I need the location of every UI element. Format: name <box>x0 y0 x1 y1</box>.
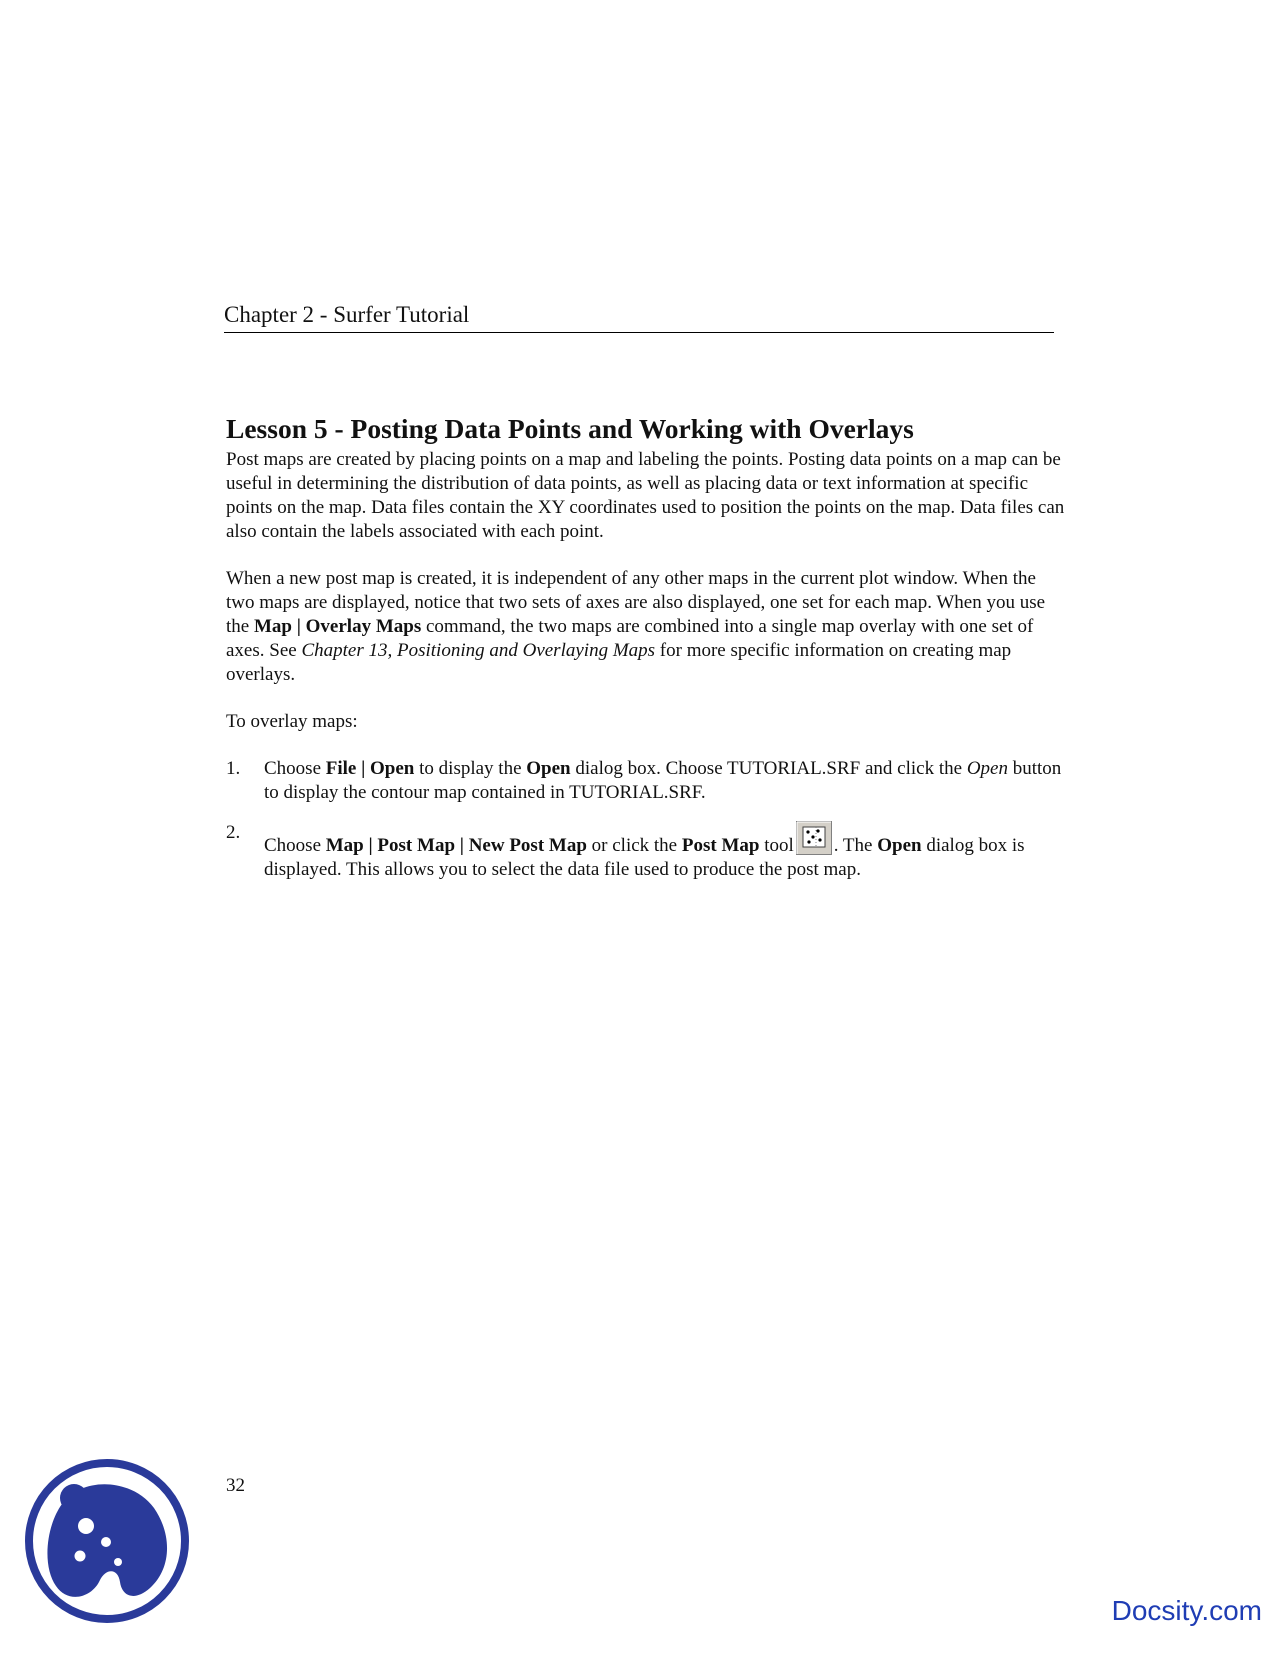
docsity-logo-icon <box>22 1456 192 1626</box>
step-number: 2. <box>226 822 241 843</box>
step-text: or click the <box>586 835 682 856</box>
file-open-command: File | Open <box>325 758 415 779</box>
step-number: 1. <box>226 758 241 779</box>
open-dialog-name: Open <box>526 758 571 779</box>
docsity-watermark[interactable]: Docsity.com <box>1111 1595 1262 1626</box>
steps-list <box>226 757 1066 898</box>
running-header-title: Chapter 2 - Surfer Tutorial <box>224 302 470 327</box>
lesson-title: Lesson 5 - Posting Data Points and Working with Overlays <box>226 413 914 444</box>
new-post-map-command: Map | Post Map | New Post Map <box>325 835 587 856</box>
chapter-reference: Chapter 13, Positioning and Overlaying Maps <box>301 640 656 661</box>
running-header <box>224 300 1054 333</box>
step-text: tool <box>759 835 794 856</box>
step-text: button to display the contour map contained in TUTORIAL.SRF. <box>264 758 1062 803</box>
open-dialog-name: Open <box>877 835 922 856</box>
page-number: 32 <box>226 1475 245 1496</box>
step-text: dialog box is displayed. This allows you to select the data file used to produce the post map. <box>264 835 1025 880</box>
paragraph-2-text-3: for more specific information on creating map overlays. <box>226 640 1012 685</box>
step-text: to display the <box>414 758 527 779</box>
step-text: . The <box>833 835 878 856</box>
lesson-paragraph-2 <box>226 567 1066 687</box>
step-text: dialog box. Choose TUTORIAL.SRF and click the <box>570 758 967 779</box>
step-item-2 <box>226 821 1066 882</box>
step-text: Choose <box>264 758 326 779</box>
overlay-maps-command: Map | Overlay Maps <box>253 616 422 637</box>
open-button-name: Open <box>966 758 1008 779</box>
paragraph-2-text-2: command, the two maps are combined into a single map overlay with one set of axes. See <box>226 616 1034 661</box>
steps-intro: To overlay maps: <box>226 711 358 732</box>
step-text: Choose <box>264 835 326 856</box>
step-item-1 <box>226 757 1066 805</box>
paragraph-2-text-1: When a new post map is created, it is independent of any other maps in the current plot window. When the two maps are displayed, notice that two sets of axes are also displayed, one set for each map. When you use the <box>226 568 1046 637</box>
lesson-paragraph-1: Post maps are created by placing points on a map and labeling the points. Posting data points on a map can be useful in determining the distribution of data points, as well as placing data or text information at specific points on the map. Data files contain the XY coordinates used to position the points on the map. Data files can also contain the labels associated with each point. <box>226 449 1065 542</box>
post-map-tool-name: Post Map <box>681 835 760 856</box>
post-map-tool-icon <box>796 821 832 855</box>
